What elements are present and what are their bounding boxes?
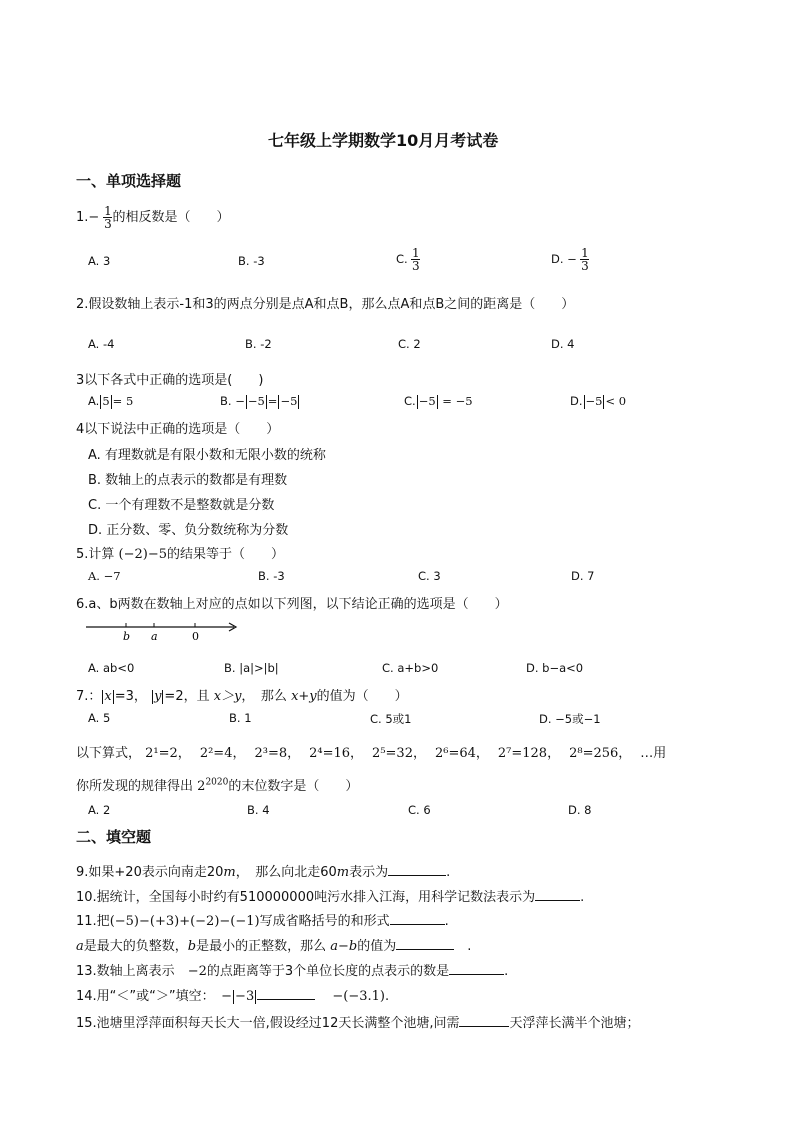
question-5: 5.计算 (−2)−5的结果等于（ ） (76, 547, 285, 562)
q3-option-d[interactable]: D. −5 < 0 (570, 394, 627, 408)
power-item: 2²=4， (199, 746, 246, 761)
q8-option-c[interactable]: C. 6 (408, 803, 431, 817)
question-10: 10.据统计，全国每小时约有510000000吨污水排入江海，用科学记数法表示为 . (76, 890, 585, 905)
question-8-line-1: 以下算式， 2¹=2， 2²=4， 2³=8， 2⁴=16， 2⁵=32， 2⁶=64， 2⁷=128， 2⁸=256， …用 (76, 746, 667, 761)
axis-label-a: a (151, 630, 158, 643)
q4-option-c[interactable]: C. 一个有理数不是整数就是分数 (88, 498, 275, 513)
section-heading-single-choice: 一、单项选择题 (76, 172, 182, 190)
q8-option-d[interactable]: D. 8 (568, 803, 592, 817)
answer-blank[interactable] (390, 912, 445, 925)
section-heading-fill-blank: 二、填空题 (76, 828, 152, 846)
q7-option-b[interactable]: B. 1 (229, 711, 252, 725)
question-8-line-2: 你所发现的规律得出 $2^{2020}$的末位数字是（ ） (76, 777, 359, 794)
question-9: 9.如果+20表示向南走20m， 那么向北走60m表示为 . (76, 865, 451, 880)
question-15: 15.池塘里浮萍面积每天长大一倍,假设经过12天长满整个池塘,问需 天浮萍长满半个池塘； (76, 1016, 640, 1031)
q4-option-a[interactable]: A. 有理数就是有限小数和无限小数的统称 (88, 448, 326, 463)
answer-blank[interactable] (535, 888, 580, 901)
q2-option-c[interactable]: C. 2 (398, 337, 421, 351)
axis-label-b: b (123, 630, 131, 643)
q3-option-a[interactable]: A. 5 = 5 (88, 394, 134, 408)
q3-option-c[interactable]: C. −5 = −5 (404, 394, 473, 408)
q4-option-b[interactable]: B. 数轴上的点表示的数都是有理数 (88, 473, 288, 488)
power-item: 2⁷=128， (497, 746, 561, 761)
q4-option-d[interactable]: D. 正分数、零、负分数统称为分数 (88, 523, 289, 538)
power-item: 2⁸=256， (569, 746, 632, 761)
question-13: 13.数轴上离表示 −2的点距离等于3个单位长度的点表示的数是 . (76, 964, 509, 979)
q1-option-c[interactable]: C. $\frac{1}{3}$ (396, 246, 420, 273)
power-list (145, 746, 640, 761)
question-1: 1.− $\frac{1}{3}$ 的相反数是（ ） (76, 204, 230, 231)
question-2: 2.假设数轴上表示-1和3的两点分别是点A和点B，那么点A和点B之间的距离是（ ） (76, 297, 575, 312)
q6-option-c[interactable]: C. a+b>0 (382, 661, 439, 675)
answer-blank[interactable] (388, 863, 446, 876)
q8-option-b[interactable]: B. 4 (247, 803, 270, 817)
question-7: 7.： x =3， y =2，且 x＞y， 那么 x+y的值为（ ） (76, 689, 408, 704)
answer-blank[interactable] (449, 962, 504, 975)
q3-option-b[interactable]: B. − −5 = −5 (220, 394, 298, 408)
question-11: 11.把(−5)−(+3)+(−2)−(−1)写成省略括号的和形式 . (76, 914, 449, 929)
question-12: a是最大的负整数，b是最小的正整数，那么 a−b的值为 . (76, 939, 472, 954)
q5-option-c[interactable]: C. 3 (418, 569, 441, 583)
power-item: 2⁶=64， (434, 746, 489, 761)
question-6: 6.a、b两数在数轴上对应的点如以下列图，以下结论正确的选项是（ ） (76, 597, 508, 612)
q5-option-b[interactable]: B. -3 (258, 569, 285, 583)
q6-option-d[interactable]: D. b−a<0 (526, 661, 584, 675)
question-3: 3以下各式中正确的选项是( ) (76, 373, 264, 388)
power-item: 2⁴=16， (309, 746, 364, 761)
q2-option-a[interactable]: A. -4 (88, 337, 115, 351)
q6-option-a[interactable]: A. ab<0 (88, 661, 135, 675)
q7-option-d[interactable]: D. −5或−1 (539, 712, 601, 726)
q1-option-b[interactable]: B. -3 (238, 254, 265, 268)
q2-option-d[interactable]: D. 4 (551, 337, 575, 351)
question-14: 14.用“＜”或“＞”填空： − −3 −(−3.1). (76, 989, 390, 1004)
power-item: 2¹=2， (145, 746, 191, 761)
answer-blank[interactable] (459, 1014, 509, 1027)
q7-option-c[interactable]: C. 5或1 (370, 712, 412, 726)
answer-blank[interactable] (257, 987, 315, 1000)
q2-option-b[interactable]: B. -2 (245, 337, 272, 351)
question-4: 4以下说法中正确的选项是（ ） (76, 422, 280, 437)
q5-option-d[interactable]: D. 7 (571, 569, 595, 583)
page-title: 七年级上学期数学10月月考试卷 (268, 131, 499, 150)
q5-option-a[interactable]: A. −7 (88, 569, 121, 583)
axis-label-0: 0 (192, 630, 199, 643)
q6-option-b[interactable]: B. |a|>|b| (224, 661, 279, 675)
power-item: 2³=8， (254, 746, 301, 761)
power-item: 2⁵=32， (372, 746, 426, 761)
fraction-one-third: $\frac{1}{3}$ (104, 204, 112, 231)
answer-blank[interactable] (396, 937, 454, 950)
q8-option-a[interactable]: A. 2 (88, 803, 111, 817)
q7-option-a[interactable]: A. 5 (88, 711, 111, 725)
q1-option-a[interactable]: A. 3 (88, 254, 111, 268)
q1-option-d[interactable]: D. − $\frac{1}{3}$ (551, 246, 589, 273)
number-line-figure (84, 618, 244, 644)
